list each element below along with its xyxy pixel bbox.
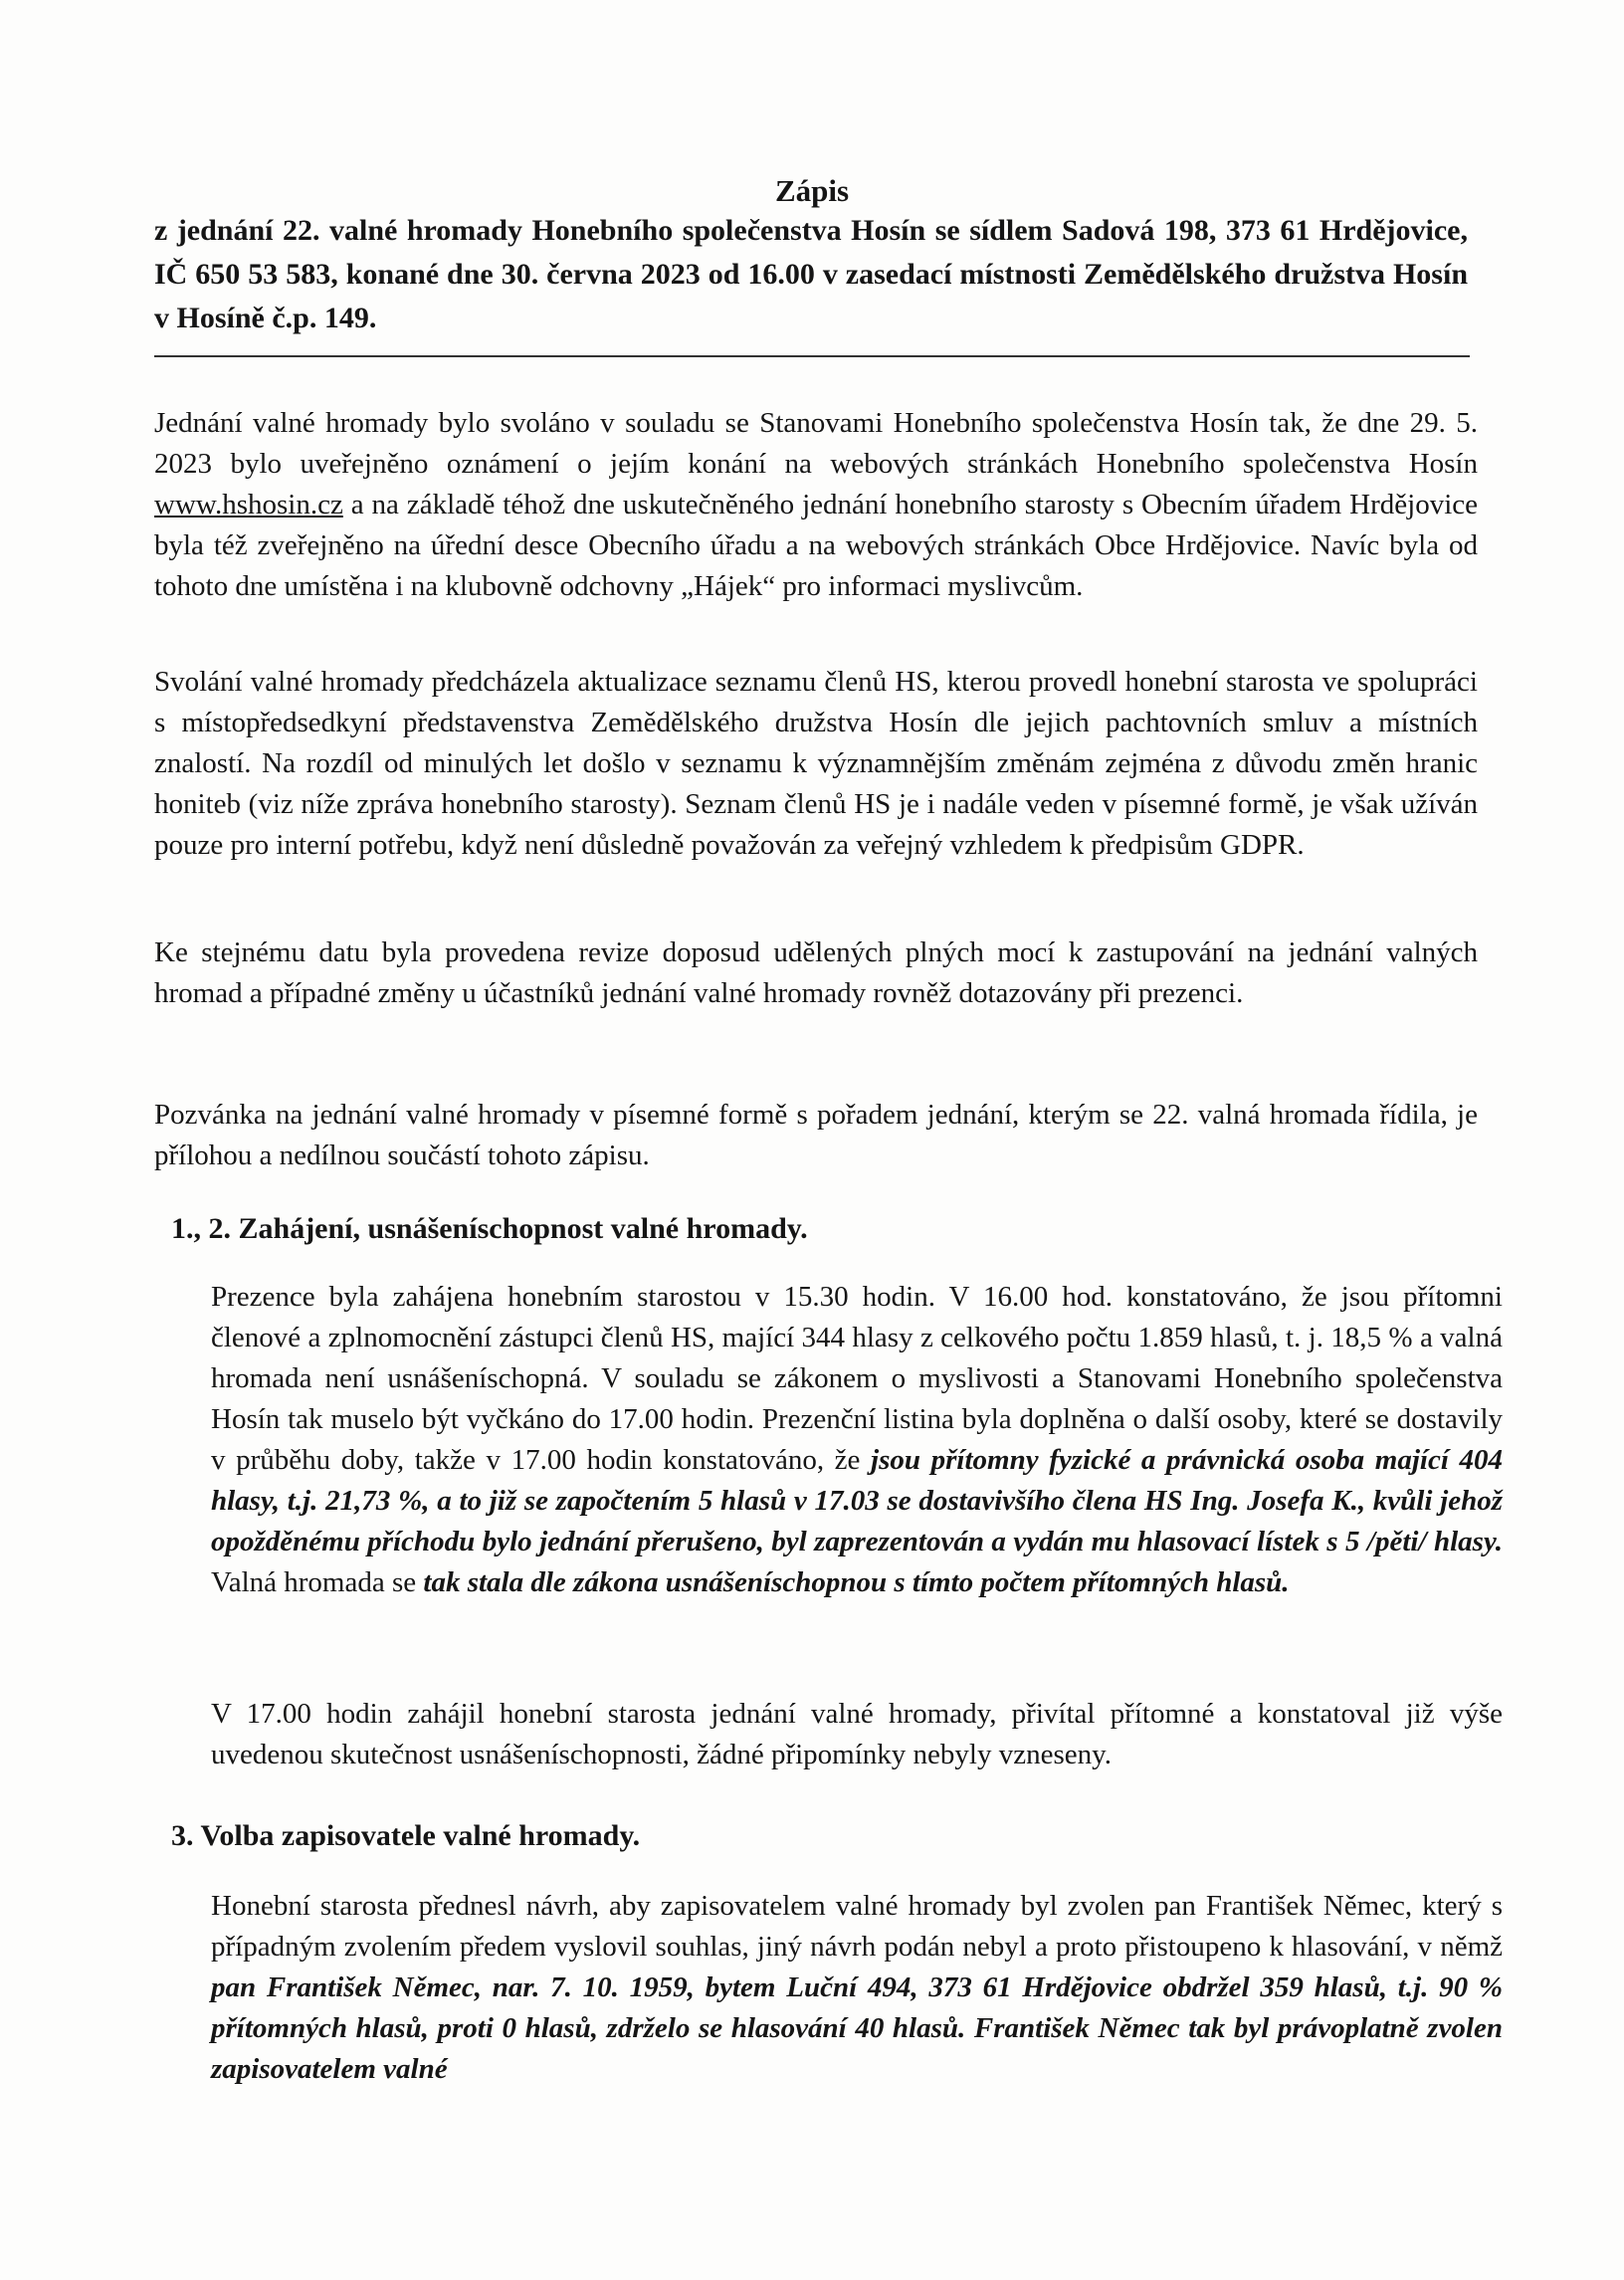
website-link[interactable]: www.hshosin.cz [154,489,343,520]
section-heading-recorder: 3. Volba zapisovatele valné hromady. [171,1819,641,1852]
quorum-emphasis-1: jsou přítomny fyzické a právnická osoba mající 404 hlasy, t.j. 21,73 %, a to již se započtením 5 hlasů v 17.03 se dostavivšího člena HS Ing. Josefa K., kvůli jehož opožděnému příchodu bylo jednání přerušeno, byl zaprezentován a vydán mu hlasovací lístek s 5 /pěti/ hlasy. [211,1444,1503,1557]
paragraph-convocation-text-2: a na základě téhož dne uskutečněného jednání honebního starosty s Obecním úřadem Hrdějovice byla též zveřejněno na úřední desce Obecního úřadu a na webových stránkách Obce Hrdějovice. Navíc byla od tohoto dne umístěna i na klubovně odchovny „Hájek“ pro informaci myslivcům. [154,489,1478,602]
paragraph-recorder-election [211,1886,1503,2090]
document-heading: z jednání 22. valné hromady Honebního společenstva Hosín se sídlem Sadová 198, 373 61 Hrdějovice, IČ 650 53 583, konané dne 30. června 2023 od 16.00 v zasedací místnosti Zemědělského družstva Hosín v Hosíně č.p. 149. [154,214,1468,334]
quorum-emphasis-2: tak stala dle zákona usnášeníschopnou s tímto počtem přítomných hlasů. [423,1566,1290,1598]
paragraph-convocation [154,403,1478,607]
paragraph-quorum [211,1277,1503,1603]
quorum-text-2: Valná hromada se [211,1566,424,1598]
paragraph-convocation-text-1: Jednání valné hromady bylo svoláno v souladu se Stanovami Honebního společenstva Hosín tak, že dne 29. 5. 2023 bylo uveřejněno oznámení o jejím konání na webových stránkách Honebního společenstva Hosín [154,407,1478,480]
recorder-text: Honební starosta přednesl návrh, aby zapisovatelem valné hromady byl zvolen pan František Němec, který s případným zvolením předem vyslovil souhlas, jiný návrh podán nebyl a proto přistoupeno k hlasování, v němž [211,1890,1503,1963]
recorder-emphasis: pan František Němec, nar. 7. 10. 1959, bytem Luční 494, 373 61 Hrdějovice obdržel 359 hlasů, t.j. 90 % přítomných hlasů, proti 0 hlasů, zdrželo se hlasování 40 hlasů. František Němec tak byl právoplatně zvolen zapisovatelem valné [211,1971,1503,2085]
paragraph-invitation: Pozvánka na jednání valné hromady v písemné formě s pořadem jednání, kterým se 22. valná hromada řídila, je přílohou a nedílnou součástí tohoto zápisu. [154,1099,1478,1171]
document-title: Zápis [774,173,850,208]
heading-divider [154,355,1470,357]
paragraph-member-list: Svolání valné hromady předcházela aktualizace seznamu členů HS, kterou provedl honební starosta ve spolupráci s místopředsedkyní představenstva Zemědělského družstva Hosín dle jejich pachtovních smluv a místních znalostí. Na rozdíl od minulých let došlo v seznamu k významnějším změnám zejména z důvodu změn hranic honiteb (viz níže zpráva honebního starosty). Seznam členů HS je i nadále veden v písemné formě, je však užíván pouze pro interní potřebu, když není důsledně považován za veřejný vzhledem k předpisům GDPR. [154,666,1478,861]
paragraph-opening: V 17.00 hodin zahájil honební starosta jednání valné hromady, přivítal přítomné a konstatoval již výše uvedenou skutečnost usnášeníschopnosti, žádné připomínky nebyly vzneseny. [211,1698,1503,1770]
paragraph-power-of-attorney: Ke stejnému datu byla provedena revize doposud udělených plných mocí k zastupování na jednání valných hromad a případné změny u účastníků jednání valné hromady rovněž dotazovány při prezenci. [154,936,1478,1009]
quorum-text-1: Prezence byla zahájena honebním starostou v 15.30 hodin. V 16.00 hod. konstatováno, že jsou přítomni členové a zplnomocnění zástupci členů HS, mající 344 hlasy z celkového počtu 1.859 hlasů, t. j. 18,5 % a valná hromada není usnášeníschopná. V souladu se zákonem o myslivosti a Stanovami Honebního společenstva Hosín tak muselo být vyčkáno do 17.00 hodin. Prezenční listina byla doplněna o další osoby, které se dostavily v průběhu doby, takže v 17.00 hodin konstatováno, že [211,1281,1503,1476]
section-heading-quorum: 1., 2. Zahájení, usnášeníschopnost valné hromady. [171,1212,808,1245]
